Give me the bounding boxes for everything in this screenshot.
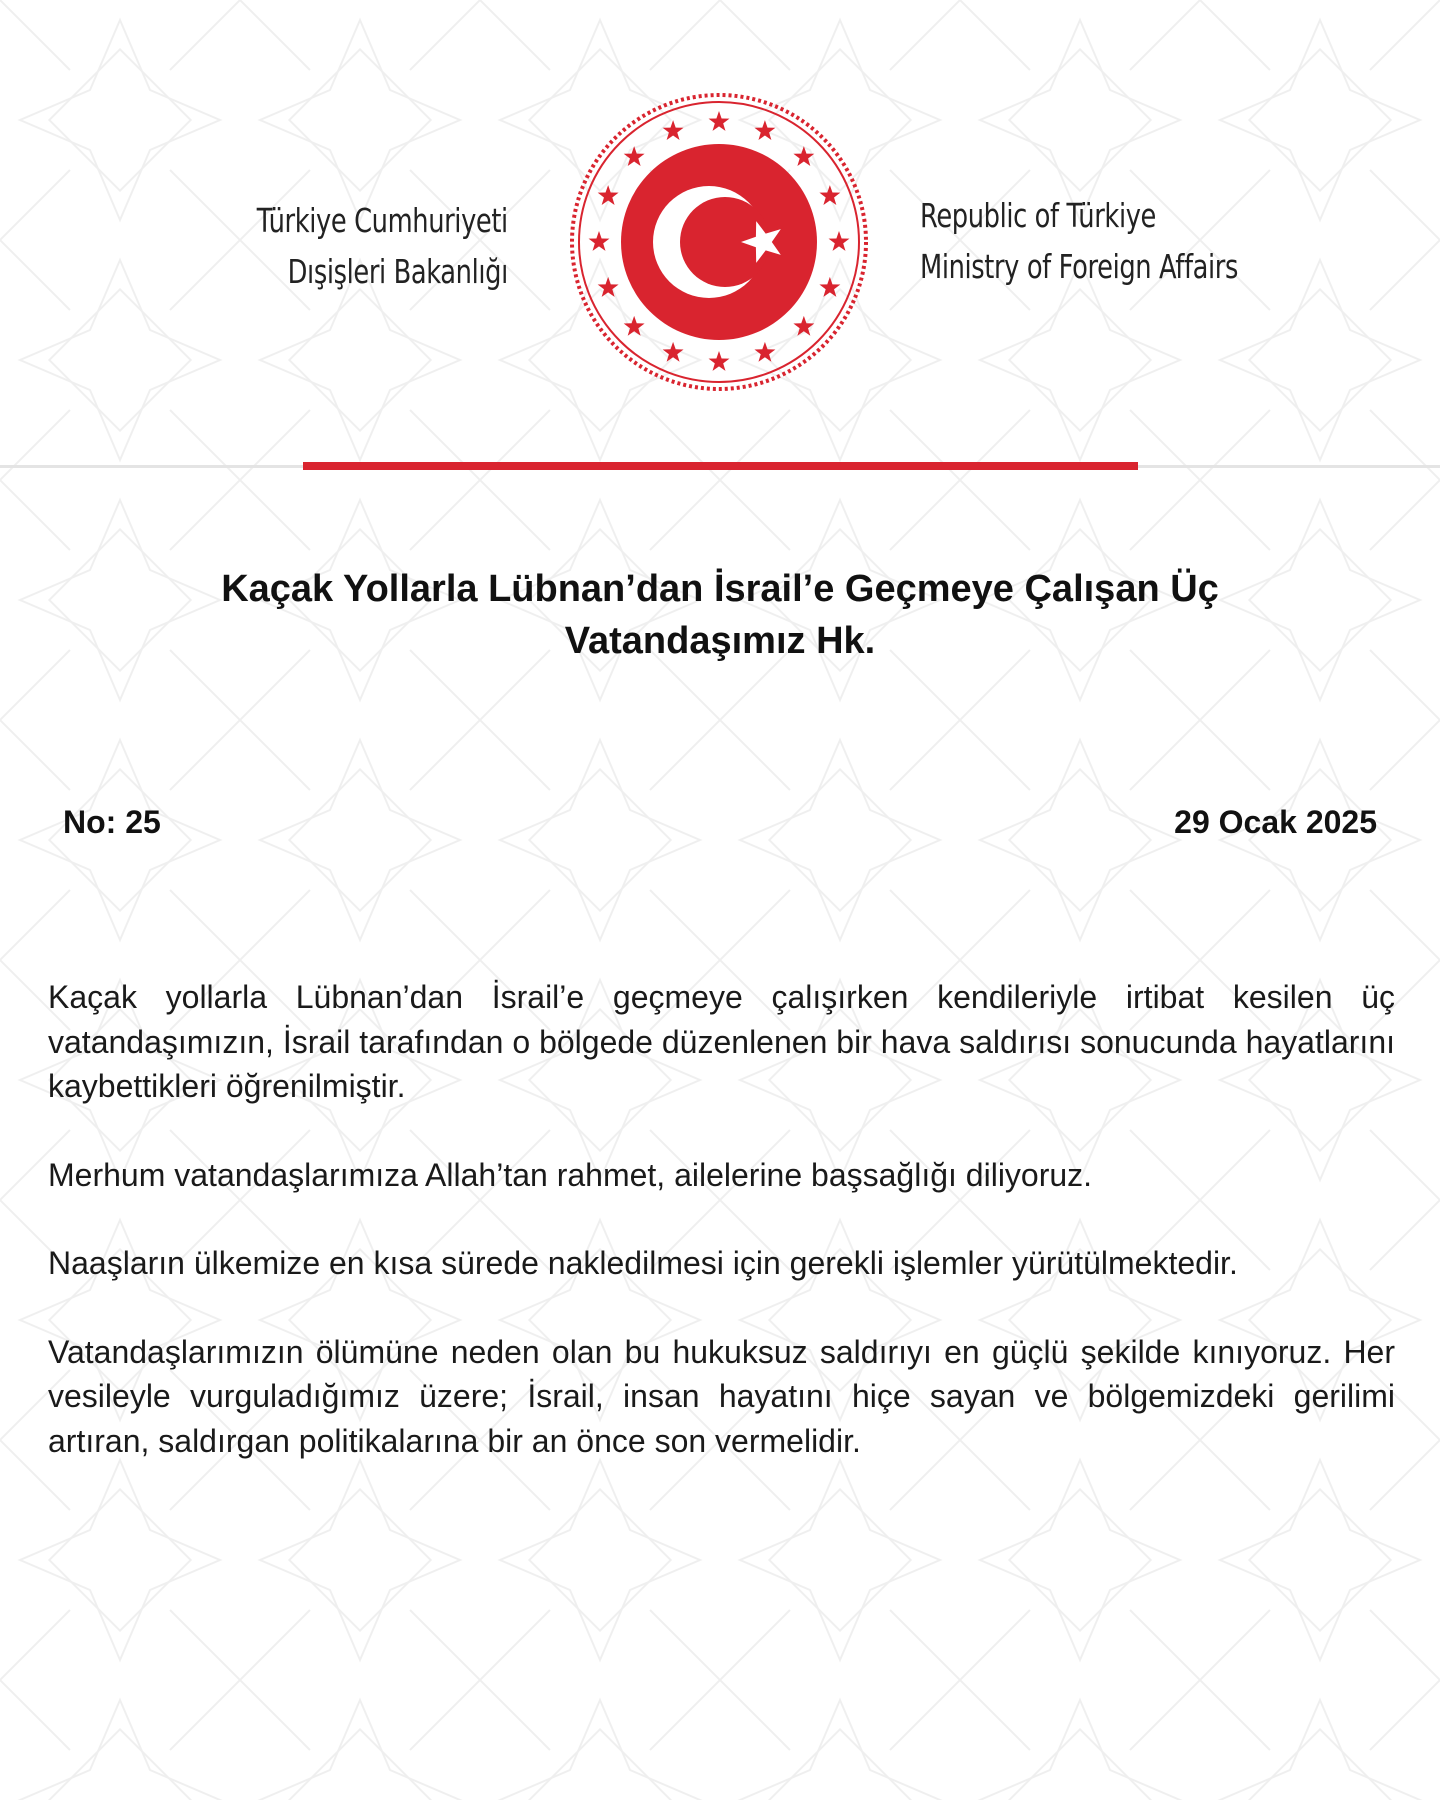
seal-star-icon bbox=[793, 146, 814, 166]
crescent-star-seal-icon bbox=[567, 90, 871, 394]
seal-star-icon bbox=[663, 120, 684, 140]
document-title bbox=[120, 563, 1320, 667]
ministry-name-english-line2: Ministry of Foreign Affairs bbox=[920, 247, 1238, 286]
seal-star-icon bbox=[754, 342, 775, 362]
seal-star-icon bbox=[598, 277, 619, 297]
ministry-name-turkish-line2: Dışişleri Bakanlığı bbox=[287, 252, 508, 291]
ministry-name-turkish-line1: Türkiye Cumhuriyeti bbox=[256, 201, 508, 240]
seal-star-icon bbox=[709, 351, 730, 371]
seal-star-icon bbox=[793, 316, 814, 336]
body-paragraph-1: Kaçak yollarla Lübnan’dan İsrail’e geçmeye çalışırken kendileriyle irtibat kesilen üç vatandaşımızın, İsrail tarafından o bölgede düzenlenen bir hava saldırısı sonucunda hayatlarını kaybettikleri öğrenilmiştir. bbox=[48, 979, 1395, 1104]
seal-star-icon bbox=[829, 231, 850, 251]
ministry-name-english-line1: Republic of Türkiye bbox=[920, 196, 1156, 235]
seal-star-icon bbox=[709, 111, 730, 131]
ministry-name-english bbox=[920, 190, 1238, 292]
header-accent-rule bbox=[303, 462, 1138, 470]
seal-star-icon bbox=[624, 146, 645, 166]
seal-star-icon bbox=[754, 120, 775, 140]
seal-star-icon bbox=[598, 185, 619, 205]
body-paragraph-4: Vatandaşlarımızın ölümüne neden olan bu hukuksuz saldırıyı en güçlü şekilde kınıyoruz. Her vesileyle vurguladığımız üzere; İsrail, insan hayatını hiçe sayan ve bölgemizdeki gerilimi artıran, saldırgan politikalarına bir an önce son vermelidir. bbox=[48, 1333, 1395, 1459]
document-title-line1: Kaçak Yollarla Lübnan’dan İsrail’e Geçmeye Çalışan Üç bbox=[221, 568, 1219, 610]
seal-star-icon bbox=[819, 277, 840, 297]
document-date: 29 Ocak 2025 bbox=[1174, 804, 1377, 840]
body-paragraph-2: Merhum vatandaşlarımıza Allah’tan rahmet, ailelerine başsağlığı diliyoruz. bbox=[48, 1156, 1093, 1193]
seal-star-icon bbox=[624, 316, 645, 336]
seal-star-icon bbox=[589, 231, 610, 251]
document-title-line2: Vatandaşımız Hk. bbox=[564, 620, 876, 662]
document-body bbox=[48, 975, 1395, 1507]
body-paragraph-3: Naaşların ülkemize en kısa sürede nakledilmesi için gerekli işlemler yürütülmektedir. bbox=[48, 1245, 1238, 1281]
ministry-name-turkish bbox=[257, 195, 508, 297]
document-number: No: 25 bbox=[63, 804, 161, 840]
seal-star-icon bbox=[819, 185, 840, 205]
seal-star-icon bbox=[663, 342, 684, 362]
